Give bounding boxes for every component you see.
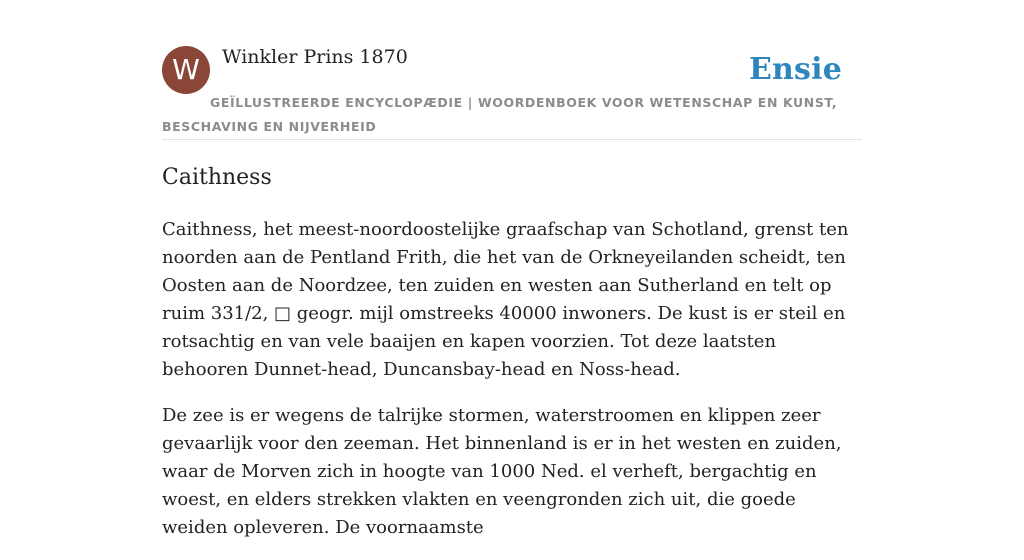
- article-paragraph: De zee is er wegens de talrijke stormen, waterstroomen en klippen zeer gevaarlijk voor den zeeman. Het binnenland is er in het westen en zuiden, waar de Morven zich in hoogte van 1000 Ned. el verheft, bergachtig en woest, en elders strekken vlakten en veengronden zich uit, die goede weiden opleveren. De voornaamste: [162, 405, 842, 538]
- article: [162, 162, 862, 560]
- article-title: Caithness: [162, 165, 272, 190]
- article-paragraph: Caithness, het meest-noordoostelijke graafschap van Schotland, grenst ten noorden aan de Pentland Frith, die het van de Orkneyeilanden scheidt, ten Oosten aan de Noordzee, ten zuiden en westen aan Sutherland en telt op ruim 331/2, □ geogr. mijl omstreeks 40000 inwoners. De kust is er steil en rotsachtig en van vele baaijen en kapen voorzien. Tot deze laatsten behooren Dunnet-head, Duncansbay-head en Noss-head.: [162, 219, 849, 380]
- header-divider: [162, 139, 862, 140]
- publication-subtitle: GEÏLLUSTREERDE ENCYCLOPÆDIE | WOORDENBOEK VOOR WETENSCHAP EN KUNST, BESCHAVING EN NIJVERHEID: [162, 95, 838, 134]
- ensie-logo[interactable]: Ensie: [748, 52, 842, 87]
- publication-title[interactable]: Winkler Prins 1870: [222, 46, 408, 68]
- publication-avatar[interactable]: W: [162, 46, 210, 94]
